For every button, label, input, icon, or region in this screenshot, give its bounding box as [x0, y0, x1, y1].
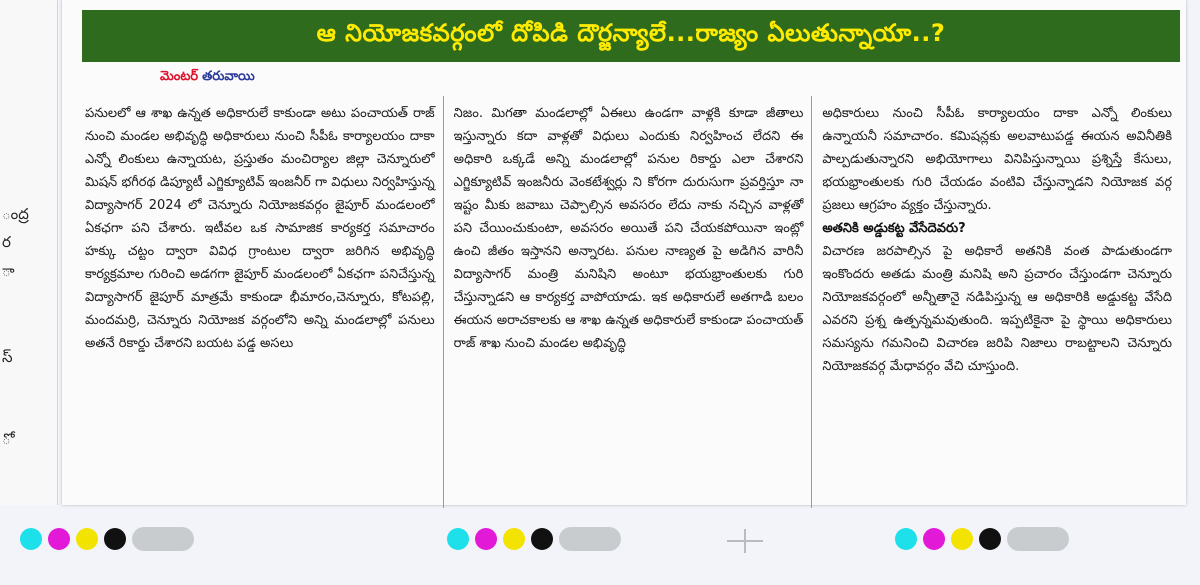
magenta-dot	[475, 528, 497, 550]
magenta-dot	[923, 528, 945, 550]
black-dot	[979, 528, 1001, 550]
clip-fragment: ా	[2, 262, 15, 280]
article-column-2	[443, 96, 812, 508]
clip-fragment: స్	[2, 348, 13, 366]
gray-swatch	[132, 527, 194, 551]
cyan-dot	[447, 528, 469, 550]
article-columns	[75, 96, 1180, 508]
gray-swatch	[1007, 527, 1069, 551]
magenta-dot	[48, 528, 70, 550]
cyan-dot	[20, 528, 42, 550]
yellow-dot	[503, 528, 525, 550]
black-dot	[531, 528, 553, 550]
headline-banner	[82, 10, 1180, 62]
article-paragraph: పనులలో ఆ శాఖ ఉన్నత అధికారులే కాకుండా అటు పంచాయత్ రాజ్ నుంచి మండల అభివృద్ధి అధికారులు నుంచి సీపీఓ కార్యాలయం దాకా ఎన్నో లింకులు ఉన్నాయట, ప్రస్తుతం మంచిర్యాల జిల్లా చెన్నూరులో మిషన్ భగీరథ డిప్యూటీ ఎగ్జిక్యూటివ్ ఇంజనీర్ గా విధులు నిర్వహిస్తున్న విద్యాసాగర్ 2024 లో చెన్నూరు నియోజకవర్గం జైపూర్ మండలంలో ఏకఛగా పని చేశారు. ఇటీవల ఒక సామాజిక కార్యకర్త సమాచారం హక్కు చట్టం ద్వారా వివిధ గ్రాంటుల ద్వారా జరిగిన అభివృద్ధి కార్యక్రమాల గురించి అడగగా జైపూర్ మండలంలో ఏకఛగా పనిచేస్తున్న విద్యాసాగర్ జైపూర్ మాత్రమే కాకుండా భీమారం,చెన్నూరు, కోటపల్లి, మందమర్రి, చెన్నూరు నియోజక వర్గంలోని అన్ని మండలాల్లో పనులు అతనే రికార్డు చేశారని బయట పడ్డ అసలు	[85, 106, 435, 351]
article-column-1	[75, 96, 443, 508]
article-paragraph: నిజం. మిగతా మండలాల్లో ఏఈలు ఉండగా వాళ్లకి కూడా జీతాలు ఇస్తున్నారు కదా వాళ్లతో విధులు ఎందుకు నిర్వహించ లేదని ఈ అధికారి ఒక్కడే అన్ని మండలాల్లో పనుల రికార్డు ఎలా చేశారని ఎగ్జిక్యూటివ్ ఇంజనీరు వెంకటేశ్వర్లు ని కోరగా దురుసుగా ప్రవర్తిస్తూ నా ఇష్టం మీకు జవాబు చెప్పాల్సిన అవసరం లేదు నాకు నచ్చిన వాళ్లతో పని చేయించుకుంటా, అవసరం అయితే పని చేయకపోయినా ఇంట్లో ఉంచి జీతం ఇస్తానని అన్నారట. పనుల నాణ్యత పై అడిగిన వారినీ విద్యాసాగర్ మంత్రి మనిషిని అంటూ భయభ్రాంతులకు గురి చేస్తున్నాడని ఆ కార్యకర్త వాపోయాడు. ఇక అధికారులే అతగాడి బలం ఈయన అరాచకాలకు ఆ శాఖ ఉన్నత అధికారులే కాకుండా పంచాయత్ రాజ్ శాఖ నుంచి మండల అభివృద్ధి	[453, 106, 804, 351]
headline-text: ఆ నియోజకవర్గంలో దోపిడి దౌర్జన్యాలే...రాజ్యం ఏలుతున్నాయా..?	[316, 19, 946, 47]
registration-marks-left	[20, 527, 194, 551]
adjacent-article-clip	[0, 0, 58, 505]
article-subheading: అతనికి అడ్డుకట్ట వేసేదెవరు?	[822, 221, 966, 236]
black-dot	[104, 528, 126, 550]
byline-place: మెంటర్	[160, 69, 199, 84]
registration-marks-right	[895, 527, 1069, 551]
crosshair-mark	[727, 529, 763, 553]
byline-label: తరువాయి	[202, 69, 255, 84]
gray-swatch	[559, 527, 621, 551]
article-paragraph: అధికారులు నుంచి సీపీఓ కార్యాలయం దాకా ఎన్నో లింకులు ఉన్నాయనీ సమాచారం. కమిషన్లకు అలవాటుపడ్డ ఈయన అవినీతికి పాల్పడుతున్నారని అభియోగాలు వినిపిస్తున్నాయి ప్రశ్నిస్తే కేసులు, భయభ్రాంతులకు గురి చేయడం వంటివి చేస్తున్నాడని నియోజక వర్గ ప్రజలు ఆగ్రహం వ్యక్తం చేస్తున్నారు.	[822, 106, 1173, 213]
byline	[160, 68, 255, 88]
registration-marks-center	[447, 527, 621, 551]
clip-fragment: ో	[2, 430, 11, 448]
clip-fragment: ర	[2, 233, 11, 251]
yellow-dot	[951, 528, 973, 550]
yellow-dot	[76, 528, 98, 550]
clip-fragment: ంద్ర	[2, 205, 29, 223]
article-column-3	[811, 96, 1180, 508]
article-paragraph: విచారణ జరపాల్సిన పై అధికారే అతనికి వంత పాడుతుండగా ఇంకొందరు అతడు మంత్రి మనిషి అని ప్రచారం చేస్తుండగా చెన్నూరు నియోజకవర్గంలో అన్నీతానై నడిపిస్తున్న ఆ అధికారికి అడ్డుకట్ట వేసేది ఎవరని ప్రశ్న ఉత్పన్నమవుతుంది. ఇప్పటికైనా పై స్థాయి అధికారులు సమస్యను గమనించి విచారణ జరిపి నిజాలు రాబట్టాలని చెన్నూరు నియోజకవర్గ మేధావర్గం వేచి చూస్తుంది.	[822, 244, 1173, 374]
cyan-dot	[895, 528, 917, 550]
